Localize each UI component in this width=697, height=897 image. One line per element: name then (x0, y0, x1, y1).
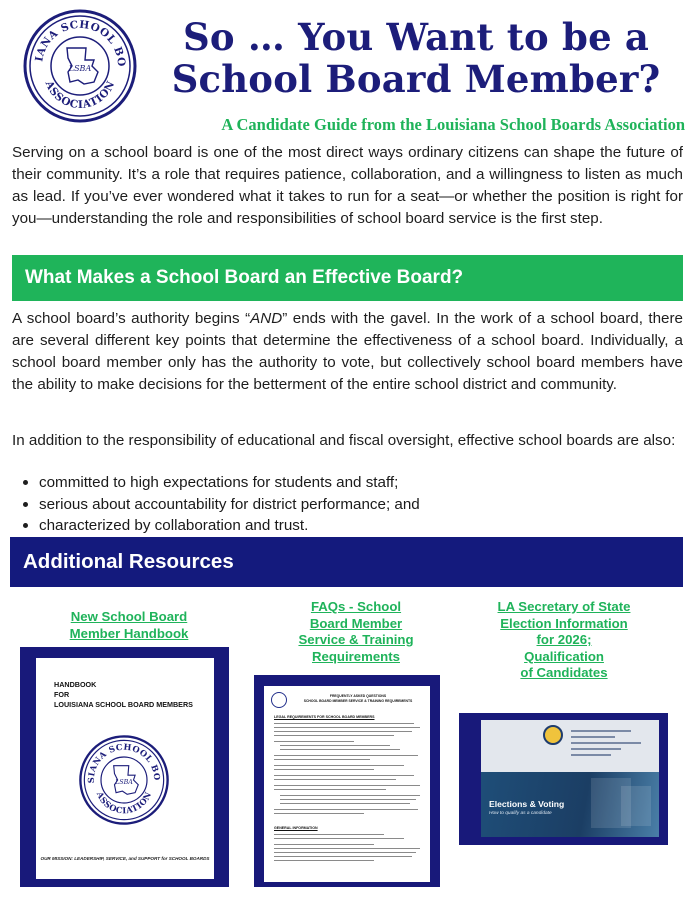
seal-icon (543, 725, 563, 745)
nav-line (571, 730, 631, 732)
list-item: serious about accountability for district performance; and (12, 494, 683, 516)
link-line[interactable]: Service & Training (298, 632, 414, 647)
title-line-1: So … You Want to be a (182, 15, 650, 59)
authority-text-end: ” ends with the gavel. In the work of a school board, there are several different key points that determine the effectiveness of a school board. Individually, a school board member only has the authority to vote, but collectively school board members have the ability to make decisions for the betterment of the entire school district and community. (12, 310, 683, 393)
text-line (274, 727, 420, 728)
faq-document (264, 686, 430, 882)
link-line[interactable]: for 2026; (536, 632, 592, 647)
text-line (274, 759, 370, 760)
link-line[interactable]: Board Member (309, 615, 403, 631)
text-line (274, 852, 416, 853)
seal-icon (271, 692, 287, 708)
faq-doc-heading-line: SCHOOL BOARD MEMBER SERVICE & TRAINING REQUIREMENTS (303, 699, 413, 703)
text-line (280, 795, 420, 796)
section-heading-resources: Additional Resources (10, 537, 683, 587)
handbook-thumbnail[interactable] (20, 647, 229, 887)
sos-webpage-preview (481, 720, 659, 837)
nav-line (571, 736, 615, 738)
logo-center-text: LSBA (115, 778, 133, 786)
text-line (274, 844, 374, 845)
faq-doc-heading (292, 694, 424, 704)
link-line[interactable]: LA Secretary of State (497, 599, 631, 614)
cover-title-line: LOUISIANA SCHOOL BOARD MEMBERS (54, 700, 193, 709)
authority-text-start: A school board’s authority begins “ (12, 310, 251, 327)
title-line-2: School Board Member? (171, 57, 661, 101)
text-line (274, 741, 354, 742)
link-line[interactable]: of Candidates (520, 665, 608, 680)
authority-emphasis: AND (250, 310, 283, 327)
text-line (280, 803, 410, 804)
logo-arc-text: SIANA SCHOOL BO (85, 741, 163, 784)
effective-boards-list (12, 472, 683, 537)
cover-title-line: HANDBOOK (54, 680, 97, 689)
logo-arc-text: IANA SCHOOL BO (33, 18, 128, 68)
link-line[interactable]: Qualification (524, 648, 604, 664)
text-line (280, 745, 390, 746)
handbook-cover (36, 658, 214, 879)
text-line (274, 775, 414, 776)
sos-header-bar (481, 720, 659, 772)
text-line (274, 731, 412, 732)
text-line (274, 765, 404, 766)
lsba-logo-small (78, 734, 170, 826)
logo-bottom-text: ASSOCIATION (42, 78, 118, 112)
logo-center-text: LSBA (68, 64, 92, 73)
text-line (280, 749, 400, 750)
sos-heading: Elections & Voting (489, 799, 565, 809)
text-line (280, 799, 416, 800)
list-item: committed to high expectations for students and staff; (12, 472, 683, 494)
link-line[interactable]: Requirements (312, 648, 400, 664)
photo-shape (621, 786, 651, 826)
sos-thumbnail[interactable] (459, 713, 668, 845)
text-line (274, 848, 420, 849)
text-line (274, 856, 412, 857)
faq-doc-section-title: LEGAL REQUIREMENTS FOR SCHOOL BOARD MEMBERS (274, 715, 375, 719)
text-line (274, 813, 364, 814)
link-line[interactable]: FAQs - School (310, 599, 402, 614)
handbook-link[interactable] (45, 609, 213, 642)
text-line (274, 785, 420, 786)
text-line (274, 735, 394, 736)
text-line (274, 809, 418, 810)
faq-doc-section-title: GENERAL INFORMATION (274, 826, 318, 830)
text-line (274, 860, 374, 861)
lsba-logo (22, 8, 138, 124)
text-line (274, 769, 374, 770)
logo-bottom-text: ASSOCIATION (94, 789, 154, 816)
cover-title-line: FOR (54, 690, 70, 699)
section-heading-effective-board: What Makes a School Board an Effective Board? (12, 255, 683, 301)
text-line (274, 838, 404, 839)
text-line (274, 834, 384, 835)
page-subtitle: A Candidate Guide from the Louisiana School Boards Association (221, 115, 685, 134)
nav-line (571, 748, 621, 750)
effective-boards-intro: In addition to the responsibility of educational and fiscal oversight, effective school boards are also: (12, 432, 676, 449)
text-line (274, 789, 386, 790)
intro-paragraph: Serving on a school board is one of the most direct ways ordinary citizens can shape the future of their community. It’s a role that requires patience, collaboration, and a willingness to listen as much as lead. If you’ve ever wondered what it takes to run for a seat—or whether the position is right for you—understanding the role and responsibilities of school board service is the first step. (12, 144, 683, 227)
text-line (274, 755, 418, 756)
handbook-tagline: OUR MISSION: LEADERSHIP, SERVICE, and SUPPORT for SCHOOL BOARDS (40, 856, 210, 861)
nav-line (571, 742, 641, 744)
list-item: characterized by collaboration and trust. (12, 515, 683, 537)
text-line (274, 723, 414, 724)
authority-paragraph (12, 308, 683, 396)
handbook-cover-title (54, 680, 193, 710)
faq-thumbnail[interactable] (254, 675, 440, 887)
nav-line (571, 754, 611, 756)
sos-election-link[interactable] (480, 599, 648, 682)
page-title (146, 16, 686, 100)
link-line[interactable]: Member Handbook (69, 625, 189, 641)
faq-link[interactable] (272, 599, 440, 665)
faq-doc-heading-line: FREQUENTLY ASKED QUESTIONS (329, 694, 387, 698)
sos-subheading: How to qualify as a candidate (489, 811, 552, 816)
link-line[interactable]: New School Board (70, 609, 188, 624)
link-line[interactable]: Election Information (500, 615, 628, 631)
text-line (274, 779, 396, 780)
